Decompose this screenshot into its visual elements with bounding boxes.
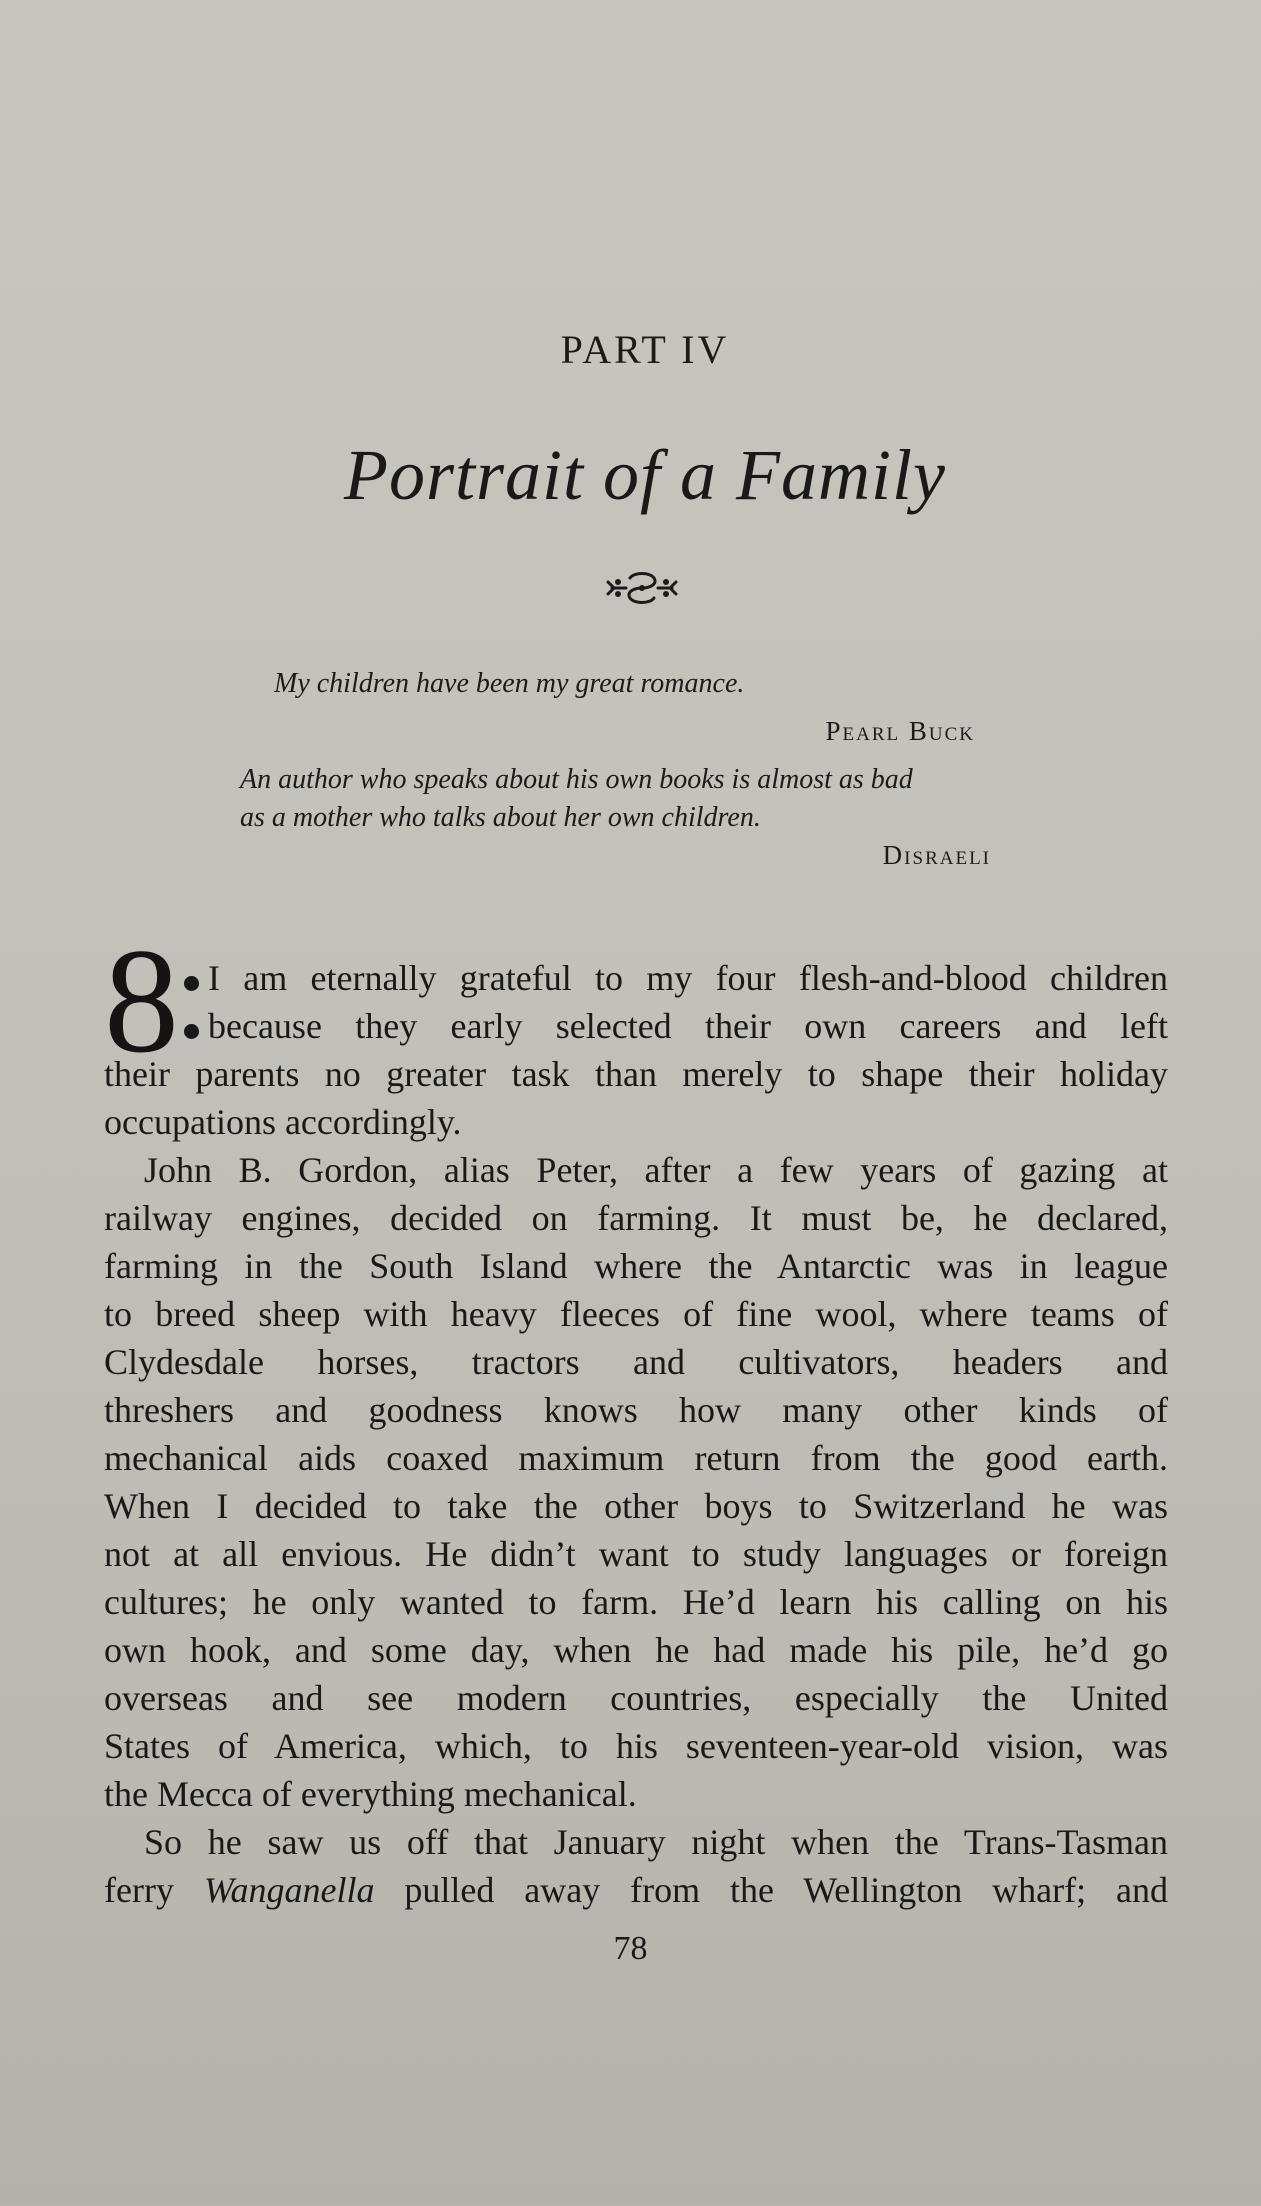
- drop-cap: 8: [104, 918, 179, 1084]
- body-line: the Mecca of everything mechanical.: [104, 1774, 637, 1814]
- epigraph-quote: as a mother who talks about her own children.: [240, 802, 761, 833]
- body-line: threshers and goodness knows how many other kinds of: [104, 1390, 1168, 1430]
- body-line: I am eternally grateful to my four flesh-and-blood children: [208, 958, 1168, 998]
- body-line: to breed sheep with heavy fleeces of fine wool, where teams of: [104, 1294, 1168, 1334]
- drop-cap-colon-dot: [184, 976, 199, 991]
- body-line: their parents no greater task than merely to shape their holiday: [104, 1054, 1168, 1094]
- body-line-text: ferry: [104, 1870, 204, 1910]
- body-line: John B. Gordon, alias Peter, after a few years of gazing at: [144, 1150, 1168, 1190]
- body-line: railway engines, decided on farming. It must be, he declared,: [104, 1198, 1168, 1238]
- chapter-title: Portrait of a Family: [344, 435, 946, 515]
- body-line: When I decided to take the other boys to Switzerland he was: [104, 1486, 1168, 1526]
- body-line: mechanical aids coaxed maximum return from the good earth.: [104, 1438, 1168, 1478]
- page-number: 78: [613, 1930, 648, 1967]
- part-label: PART IV: [560, 327, 730, 372]
- body-line: occupations accordingly.: [104, 1102, 462, 1142]
- epigraph-quote: My children have been my great romance.: [274, 668, 745, 699]
- ship-name: Wanganella: [203, 1870, 375, 1910]
- body-line: cultures; he only wanted to farm. He’d learn his calling on his: [104, 1582, 1168, 1622]
- body-line: So he saw us off that January night when the Trans-Tasman: [144, 1822, 1168, 1862]
- fleuron-ornament-icon: [604, 568, 680, 608]
- drop-cap-colon-dot: [184, 1024, 199, 1039]
- epigraph-quote: An author who speaks about his own books is almost as bad: [240, 764, 913, 795]
- body-line: States of America, which, to his seventeen-year-old vision, was: [104, 1726, 1168, 1766]
- epigraph-author: Disraeli: [882, 840, 991, 870]
- epigraph-author: Pearl Buck: [825, 716, 975, 746]
- body-line: overseas and see modern countries, especially the United: [104, 1678, 1168, 1718]
- body-line: not at all envious. He didn’t want to study languages or foreign: [104, 1534, 1168, 1574]
- body-line: farming in the South Island where the Antarctic was in league: [104, 1246, 1168, 1286]
- body-line: Clydesdale horses, tractors and cultivators, headers and: [104, 1342, 1168, 1382]
- body-line: because they early selected their own careers and left: [208, 1006, 1168, 1046]
- body-line-text: pulled away from the Wellington wharf; and: [374, 1870, 1168, 1910]
- body-line: [104, 1870, 1168, 1910]
- body-line: own hook, and some day, when he had made his pile, he’d go: [104, 1630, 1168, 1670]
